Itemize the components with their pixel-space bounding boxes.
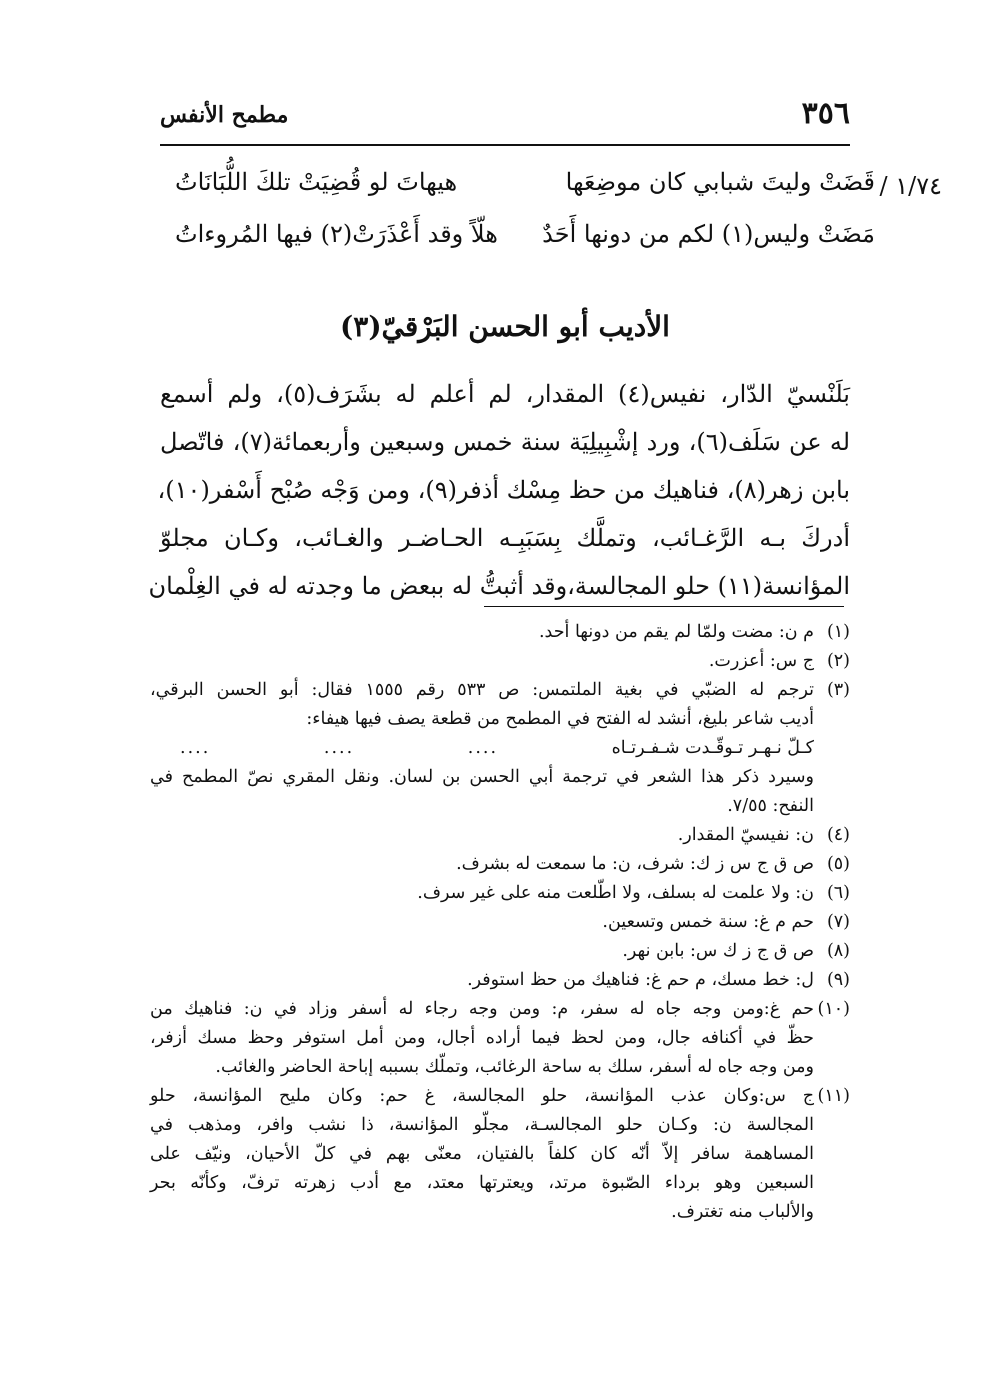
footnote-line: المجالسة ن: وكـان حلو المجالسـة، مجلّو المؤانسة، ذا نشب وافر، ومذهب في <box>150 1115 814 1135</box>
footnote-number: (١٠) <box>817 999 850 1019</box>
footnote-line: م ن: مضت ولمّا لم يقم من دونها أحد. <box>538 622 814 642</box>
margin-reference: ١/٧٤ / <box>879 172 942 200</box>
poem-verse <box>175 220 875 272</box>
footnote <box>150 995 850 1082</box>
footnote-number: (١) <box>826 622 850 642</box>
page-number: ٣٥٦ <box>801 96 850 131</box>
footnote-number: (٢) <box>826 651 850 671</box>
body-line: له عن سَلَف(٦)، ورد إشْبِيلِيَة سنة خمس وسبعين وأربعمائة(٧)، فاتّصل <box>160 428 851 456</box>
footnote-line: ن: ولا علمت له بسلف، ولا اطّلعت منه على غير سرف. <box>417 883 814 903</box>
footnote <box>150 937 850 966</box>
footnote-verse-ellipsis: .... <box>467 738 499 758</box>
footnotes <box>150 618 850 1227</box>
body-text <box>148 370 851 610</box>
footnote-line: أديب شاعر بليغ، أنشد له الفتح في المطمح من قطعة يصف فيها هيفاء: <box>306 709 814 729</box>
poem-verse <box>175 168 875 220</box>
footnote <box>150 1082 850 1227</box>
poem <box>175 168 875 272</box>
footnote-line: حظّ في أكنافه جال، ومن لحظ فيما أراده أجال، ومن أمل استوفر وحظ مسك أزفر، <box>150 1028 814 1048</box>
footnote-number: (٨) <box>826 941 850 961</box>
footnote <box>150 676 850 821</box>
footnote <box>150 908 850 937</box>
footnote <box>150 879 850 908</box>
footnote-verse <box>150 734 814 763</box>
footnote-line: حم م غ: سنة خمس وتسعين. <box>602 912 814 932</box>
header-rule <box>160 144 850 146</box>
footnote-number: (٩) <box>826 970 850 990</box>
footnote-line: السبعين وهو برداء الصّبوة مرتد، ويعترتها معتد، مع أدب زهرته ترفّ، وكأنّه بحر <box>150 1173 814 1193</box>
section-title: الأديب أبو الحسن البَرْقيّ(٣) <box>340 310 670 343</box>
body-line: بَلَنْسيّ الدّار، نفيس(٤) المقدار، لم أعلم له بشَرَف(٥)، ولم أسمع <box>160 380 850 408</box>
footnote-verse-ellipsis: .... <box>180 738 211 758</box>
verse-second-hemistich: هيهاتَ لو قُضِيَتْ تلكَ اللُّبَانَاتُ <box>175 168 458 196</box>
footnote-line: وسيرد ذكر هذا الشعر في ترجمة أبي الحسن بن لسان. ونقل المقري نصّ المطمح في <box>150 767 814 787</box>
verse-second-hemistich: هلّاً وقد أَعْذَرَتْ(٢) فيها المُروءاتُ <box>175 220 498 248</box>
footnote-verse-text: كـلّ نـهـر تـوقّـدت شـفـرتـاه <box>611 738 814 758</box>
footnote <box>150 821 850 850</box>
footnote <box>150 850 850 879</box>
footnote-number: (٤) <box>826 825 850 845</box>
footnote <box>150 618 850 647</box>
footnote-line: حم غ:ومن وجه جاه له سفر، م: ومن وجه رجاء له أسفر وزاد في ن: فناهيك من <box>150 999 814 1019</box>
footnote-rule <box>484 606 844 607</box>
footnote-number: (٧) <box>826 912 850 932</box>
footnote-line: ومن وجه جاه له أسفر، سلك به ساحة الرغائب، وتملّك بسببه إباحة الحاضر والغائب. <box>215 1057 814 1077</box>
footnote-number: (٦) <box>826 883 850 903</box>
verse-first-hemistich: قَضَتْ وليتَ شبابي كان موضِعَها <box>565 168 875 196</box>
footnote-line: ن: نفيسيّ المقدار. <box>677 825 814 845</box>
footnote-line: ص ق ج ز ك س: بابن نهر. <box>622 941 814 961</box>
body-line: أدركَ بـه الرَّغـائب، وتملَّك بِسَبَبِـه الحـاضـر والغـائب، وكـان مجلوّ <box>160 524 850 552</box>
footnote-number: (١١) <box>817 1086 850 1106</box>
body-line: بابن زهر(٨)، فناهيك من حظ مِسْك أذفر(٩)، ومن وَجْه صُبْح أَسْفر(١٠)، <box>157 476 850 504</box>
body-line: المؤانسة(١١) حلو المجالسة،وقد أثبتُّ له ببعض ما وجدته له في الغِلْمان <box>148 572 850 600</box>
footnote-line: والألباب منه تغترف. <box>671 1202 814 1222</box>
footnote <box>150 647 850 676</box>
footnote-line: ص ق ج س ز ك: شرف، ن: ما سمعت له بشرف. <box>456 854 814 874</box>
page-header <box>160 96 850 136</box>
footnote-line: ج س:وكان عذب المؤانسة، حلو المجالسة، غ حم: وكان مليح المؤانسة، حلو <box>150 1086 814 1106</box>
footnote-verse-ellipsis: .... <box>323 738 355 758</box>
footnote-line: ل: خط مسك، م حم غ: فناهيك من حظ استوفر. <box>467 970 814 990</box>
footnote-line: ترجم له الضبّي في بغية الملتمس: ص ٥٣٣ رقم ١٥٥٥ فقال: أبو الحسن البرقي، <box>150 680 814 700</box>
footnote-number: (٣) <box>826 680 850 700</box>
running-title: مطمح الأنفس <box>160 102 289 128</box>
footnote-number: (٥) <box>826 854 850 874</box>
footnote-line: النفح: ٧/٥٥. <box>727 796 814 816</box>
footnote-line: ج س: أعزرت. <box>708 651 814 671</box>
verse-first-hemistich: مَضَتْ وليس(١) لكم من دونها أَحَدٌ <box>542 220 875 248</box>
footnote-line: المساهمة سافر إلاّ أنّه كان كلفاً بالفتيان، معنّى بهم في كلّ الأحيان، ونيّف على <box>150 1144 814 1164</box>
footnote <box>150 966 850 995</box>
